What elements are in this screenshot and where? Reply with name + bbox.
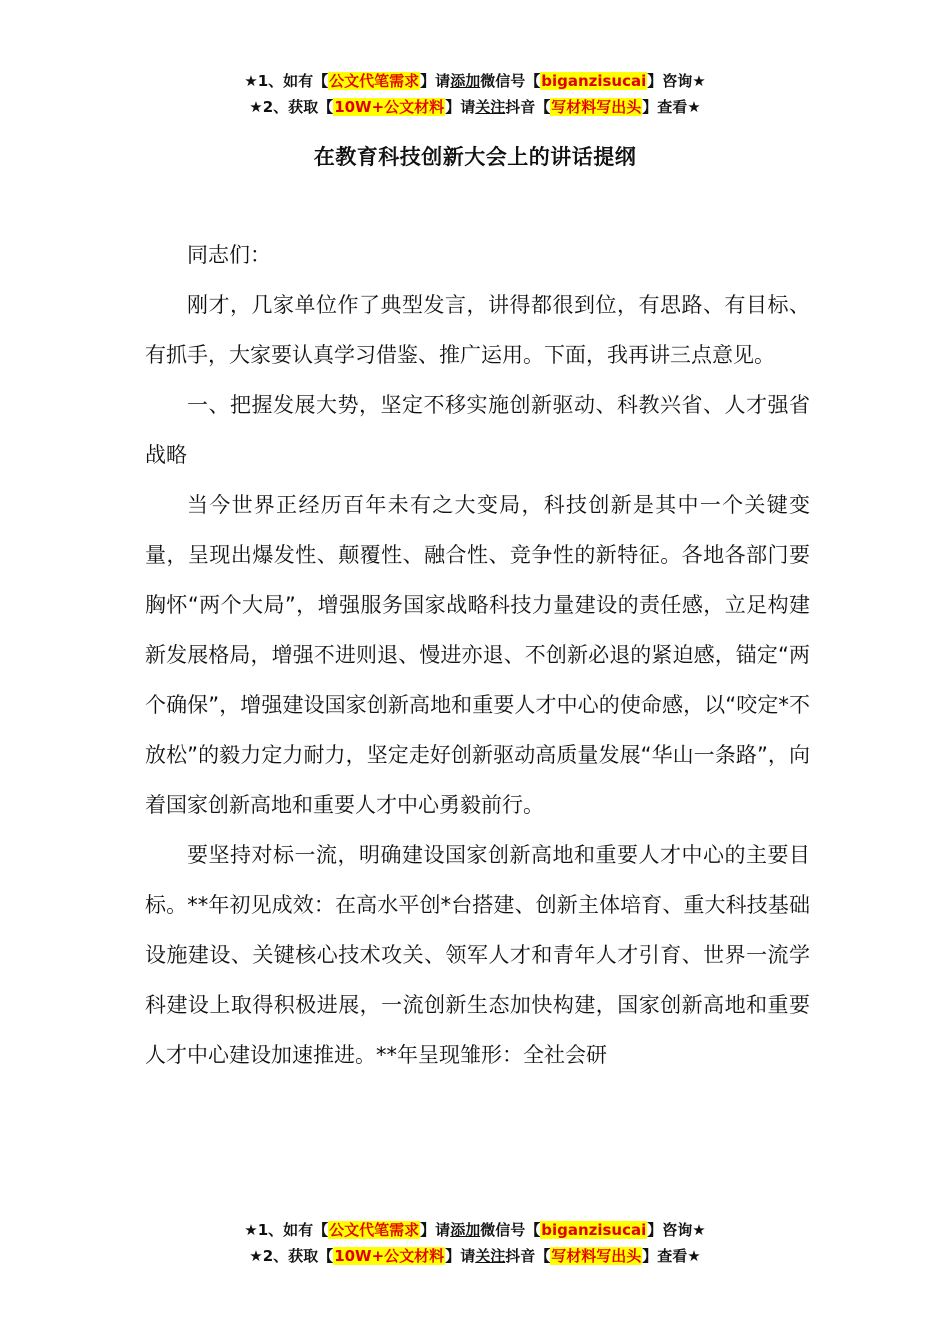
promo-underline: 添加 bbox=[450, 1221, 481, 1239]
promo-highlight: 10W+公文材料 bbox=[334, 98, 445, 116]
promo-highlight: biganzisucai bbox=[541, 72, 647, 90]
promo-highlight: 公文代笔需求 bbox=[329, 72, 420, 90]
promo-text: 】查看★ bbox=[642, 1247, 701, 1265]
promo-text: 】请 bbox=[445, 98, 476, 116]
promo-underline: 关注 bbox=[475, 98, 506, 116]
promo-text: 】请 bbox=[420, 1221, 451, 1239]
promo-line-1 bbox=[0, 1217, 950, 1243]
promo-highlight: 公文代笔需求 bbox=[329, 1221, 420, 1239]
promo-text: ★2、获取【 bbox=[249, 1247, 334, 1265]
paragraph: 刚才，几家单位作了典型发言，讲得都很到位，有思路、有目标、有抓手，大家要认真学习借鉴、推广运用。下面，我再讲三点意见。 bbox=[145, 293, 810, 367]
promo-underline: 关注 bbox=[475, 1247, 506, 1265]
promo-highlight: 10W+公文材料 bbox=[334, 1247, 445, 1265]
promo-text: ★1、如有【 bbox=[244, 1221, 329, 1239]
promo-text: 】请 bbox=[445, 1247, 476, 1265]
promo-line-2 bbox=[0, 1243, 950, 1269]
paragraph: 要坚持对标一流，明确建设国家创新高地和重要人才中心的主要目标。**年初见成效：在高水平创*台搭建、创新主体培育、重大科技基础设施建设、关键核心技术攻关、领军人才和青年人才引育、世界一流学科建设上取得积极进展，一流创新生态加快构建，国家创新高地和重要人才中心建设加速推进。**年呈现雏形：全社会研 bbox=[145, 843, 810, 1067]
promo-highlight: 写材料写出头 bbox=[551, 1247, 642, 1265]
document-body bbox=[145, 230, 810, 1080]
promo-text: 】咨询★ bbox=[647, 72, 706, 90]
promo-text: ★2、获取【 bbox=[249, 98, 334, 116]
promo-text: 】请 bbox=[420, 72, 451, 90]
promo-highlight: 写材料写出头 bbox=[551, 98, 642, 116]
promo-text: 抖音【 bbox=[505, 1247, 551, 1265]
promo-underline: 添加 bbox=[450, 72, 481, 90]
promo-line-2 bbox=[0, 94, 950, 120]
paragraph: 当今世界正经历百年未有之大变局，科技创新是其中一个关键变量，呈现出爆发性、颠覆性、融合性、竞争性的新特征。各地各部门要胸怀“两个大局”，增强服务国家战略科技力量建设的责任感，立足构建新发展格局，增强不进则退、慢进亦退、不创新必退的紧迫感，锚定“两个确保”，增强建设国家创新高地和重要人才中心的使命感，以“咬定*不放松”的毅力定力耐力，坚定走好创新驱动高质量发展“华山一条路”，向着国家创新高地和重要人才中心勇毅前行。 bbox=[145, 493, 810, 817]
section-heading: 一、把握发展大势，坚定不移实施创新驱动、科教兴省、人才强省战略 bbox=[145, 393, 810, 467]
promo-text: 微信号【 bbox=[480, 1221, 541, 1239]
promo-text: 微信号【 bbox=[480, 72, 541, 90]
promo-text: 抖音【 bbox=[505, 98, 551, 116]
promo-text: 】咨询★ bbox=[647, 1221, 706, 1239]
bottom-promo-banner bbox=[0, 1217, 950, 1269]
top-promo-banner bbox=[0, 68, 950, 120]
promo-line-1 bbox=[0, 68, 950, 94]
document-title: 在教育科技创新大会上的讲话提纲 bbox=[313, 145, 637, 169]
promo-highlight: biganzisucai bbox=[541, 1221, 647, 1239]
promo-text: 】查看★ bbox=[642, 98, 701, 116]
promo-text: ★1、如有【 bbox=[244, 72, 329, 90]
paragraph-salutation: 同志们： bbox=[187, 243, 271, 267]
